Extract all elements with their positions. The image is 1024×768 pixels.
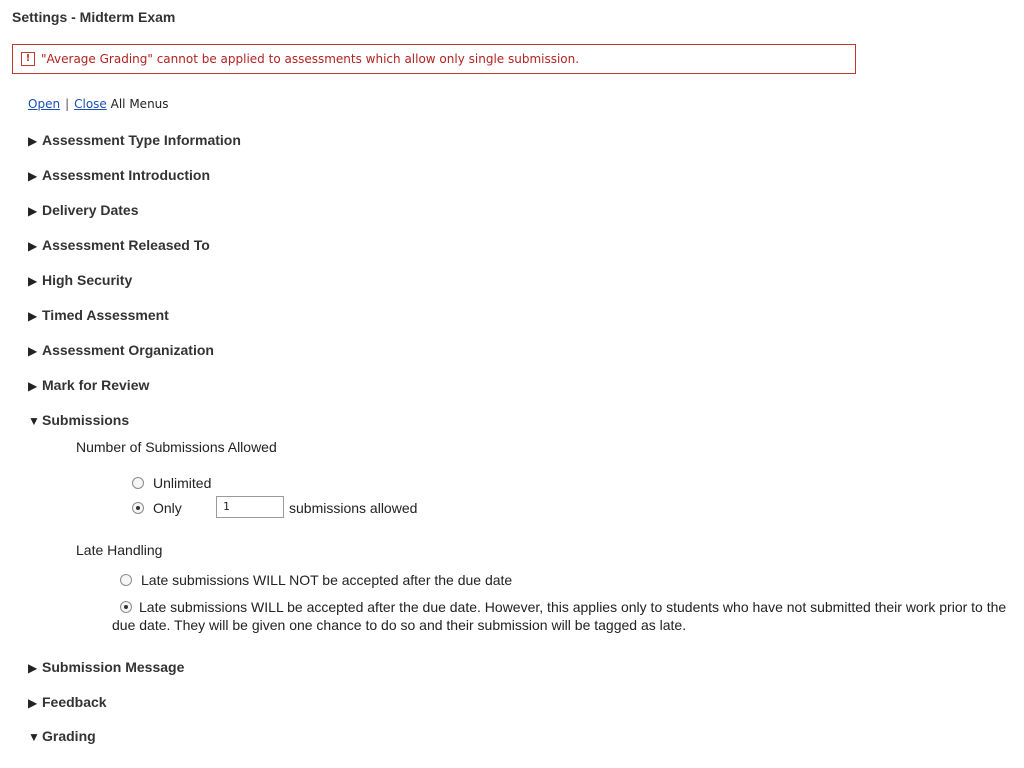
warning-icon: ! — [21, 52, 35, 66]
late-handling-heading: Late Handling — [76, 542, 163, 558]
late-accepted-label: Late submissions WILL be accepted after the due date. However, this applies only to students who have not submitted their work prior to the due date. They will be given one chance to do so and their submission will be tagged as late. — [112, 599, 1007, 633]
collapsed-arrow-icon: ▶ — [28, 134, 38, 148]
collapsed-arrow-icon: ▶ — [28, 696, 38, 710]
unlimited-radio[interactable] — [132, 477, 144, 489]
collapsed-arrow-icon: ▶ — [28, 274, 38, 288]
alert-message: "Average Grading" cannot be applied to assessments which allow only single submission. — [41, 52, 580, 66]
section-label: Submissions — [42, 412, 130, 428]
collapsed-arrow-icon: ▶ — [28, 309, 38, 323]
section-label: Assessment Introduction — [42, 167, 211, 183]
late-not-accepted-option[interactable] — [120, 572, 512, 588]
only-label: Only — [153, 500, 182, 516]
late-accepted-radio[interactable] — [120, 601, 132, 613]
late-accepted-option[interactable] — [112, 598, 1012, 634]
section-label: Grading — [42, 728, 96, 744]
section-organization[interactable] — [28, 342, 214, 358]
page-title: Settings - Midterm Exam — [12, 9, 176, 25]
section-label: Delivery Dates — [42, 202, 139, 218]
menu-separator: | — [65, 97, 70, 111]
section-high-security[interactable] — [28, 272, 132, 288]
section-released-to[interactable] — [28, 237, 210, 253]
submissions-allowed-heading: Number of Submissions Allowed — [76, 439, 277, 455]
collapsed-arrow-icon: ▶ — [28, 661, 38, 675]
unlimited-label: Unlimited — [153, 475, 212, 491]
late-not-accepted-label: Late submissions WILL NOT be accepted after the due date — [141, 572, 513, 588]
section-label: Submission Message — [42, 659, 185, 675]
open-all-menus-link[interactable]: Open — [28, 97, 61, 111]
close-all-menus-link[interactable]: Close — [74, 97, 107, 111]
section-label: Assessment Type Information — [42, 132, 241, 148]
submissions-allowed-suffix: submissions allowed — [289, 500, 418, 516]
section-introduction[interactable] — [28, 167, 210, 183]
collapsed-arrow-icon: ▶ — [28, 344, 38, 358]
collapsed-arrow-icon: ▶ — [28, 204, 38, 218]
section-label: Mark for Review — [42, 377, 150, 393]
collapsed-arrow-icon: ▶ — [28, 169, 38, 183]
section-grading[interactable] — [28, 728, 96, 744]
section-label: Assessment Organization — [42, 342, 214, 358]
section-feedback[interactable] — [28, 694, 107, 710]
unlimited-option[interactable] — [132, 475, 211, 491]
collapsed-arrow-icon: ▶ — [28, 239, 38, 253]
menu-controls — [28, 97, 169, 111]
section-mark-for-review[interactable] — [28, 377, 149, 393]
collapsed-arrow-icon: ▶ — [28, 379, 38, 393]
only-option[interactable] — [132, 500, 182, 516]
section-label: Timed Assessment — [42, 307, 169, 323]
expanded-arrow-icon: ▼ — [28, 414, 40, 428]
error-alert — [12, 44, 856, 74]
late-not-accepted-radio[interactable] — [120, 574, 132, 586]
section-delivery-dates[interactable] — [28, 202, 139, 218]
submission-count-input[interactable]: 1 — [216, 496, 284, 518]
all-menus-label: All Menus — [110, 97, 169, 111]
section-timed-assessment[interactable] — [28, 307, 169, 323]
expanded-arrow-icon: ▼ — [28, 730, 40, 744]
section-label: Feedback — [42, 694, 107, 710]
section-label: High Security — [42, 272, 133, 288]
section-assessment-type[interactable] — [28, 132, 241, 148]
section-label: Assessment Released To — [42, 237, 210, 253]
only-radio[interactable] — [132, 502, 144, 514]
section-submission-message[interactable] — [28, 659, 184, 675]
section-submissions[interactable] — [28, 412, 129, 428]
